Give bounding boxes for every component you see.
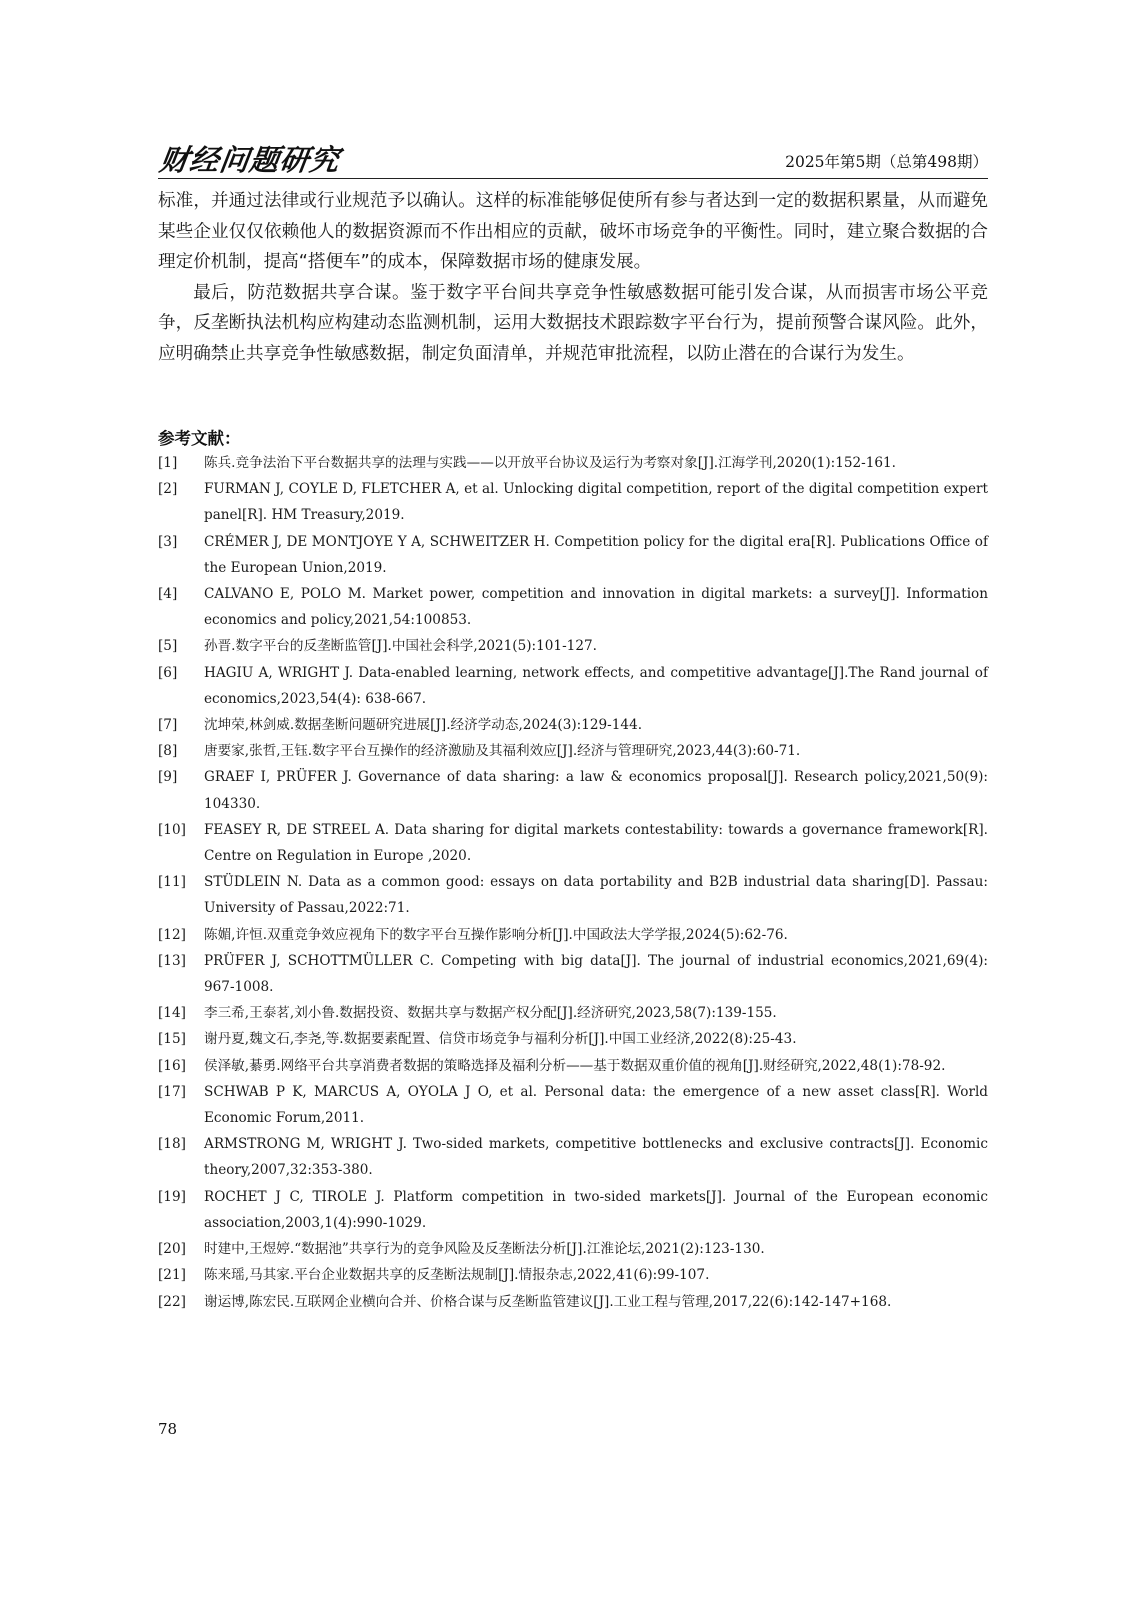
reference-number: [15] xyxy=(158,1031,186,1048)
reference-text: STÜDLEIN N. Data as a common good: essays on data portability and B2B industrial data sharing[D]. Passau: University of Passau,2022:71. xyxy=(204,874,988,917)
reference-number: [7] xyxy=(158,717,178,734)
reference-text: GRAEF I, PRÜFER J. Governance of data sharing: a law & economics proposal[J]. Research policy,2021,50(9): 104330. xyxy=(204,769,988,812)
reference-item xyxy=(158,529,988,581)
reference-text: 时建中,王煜婷.“数据池”共享行为的竞争风险及反垄断法分析[J].江淮论坛,2021(2):123-130. xyxy=(204,1241,765,1258)
reference-item xyxy=(158,764,988,816)
reference-number: [21] xyxy=(158,1267,186,1284)
reference-number: [11] xyxy=(158,874,186,891)
reference-number: [8] xyxy=(158,743,178,760)
issue-info: 2025年第5期（总第498期） xyxy=(785,153,988,171)
reference-text: SCHWAB P K, MARCUS A, OYOLA J O, et al. Personal data: the emergence of a new asset class[R]. World Economic Forum,2011. xyxy=(204,1083,988,1127)
reference-item xyxy=(158,712,988,738)
page-header xyxy=(157,138,988,177)
reference-number: [10] xyxy=(158,821,186,838)
reference-number: [19] xyxy=(158,1188,186,1205)
reference-item xyxy=(158,1131,988,1183)
reference-text: 陈来瑶,马其家.平台企业数据共享的反垄断法规制[J].情报杂志,2022,41(6):99-107. xyxy=(204,1267,710,1284)
reference-text: 沈坤荣,林剑威.数据垄断问题研究进展[J].经济学动态,2024(3):129-144. xyxy=(204,717,643,734)
reference-item xyxy=(158,476,988,528)
reference-item xyxy=(158,817,988,869)
reference-number: [9] xyxy=(158,769,178,786)
body-text xyxy=(158,186,988,369)
reference-item xyxy=(158,1000,988,1026)
reference-number: [5] xyxy=(158,638,178,655)
reference-item xyxy=(158,581,988,633)
reference-item xyxy=(158,869,988,921)
reference-text: FURMAN J, COYLE D, FLETCHER A, et al. Unlocking digital competition, report of the digital competition expert panel[R]. HM Treasury,2019. xyxy=(204,481,988,524)
reference-number: [22] xyxy=(158,1293,186,1310)
paragraph: 最后，防范数据共享合谋。鉴于数字平台间共享竞争性敏感数据可能引发合谋，从而损害市场公平竞争，反垄断执法机构应构建动态监测机制，运用大数据技术跟踪数字平台行为，提前预警合谋风险。此外，应明确禁止共享竞争性敏感数据，制定负面清单，并规范审批流程，以防止潜在的合谋行为发生。 xyxy=(158,282,988,364)
reference-item xyxy=(158,738,988,764)
reference-text: 李三希,王泰茗,刘小鲁.数据投资、数据共享与数据产权分配[J].经济研究,2023,58(7):139-155. xyxy=(204,1005,777,1022)
reference-text: 谢运博,陈宏民.互联网企业横向合并、价格合谋与反垄断监管建议[J].工业工程与管理,2017,22(6):142-147+168. xyxy=(204,1293,892,1310)
reference-number: [3] xyxy=(158,533,178,550)
reference-text: ARMSTRONG M, WRIGHT J. Two-sided markets, competitive bottlenecks and exclusive contracts[J]. Economic theory,2007,32:353-380. xyxy=(204,1136,988,1179)
reference-item xyxy=(158,1026,988,1052)
reference-text: PRÜFER J, SCHOTTMÜLLER C. Competing with big data[J]. The journal of industrial economics,2021,69(4): 967-1008. xyxy=(204,952,988,996)
reference-number: [18] xyxy=(158,1136,186,1153)
reference-item xyxy=(158,1184,988,1236)
reference-number: [2] xyxy=(158,481,178,498)
reference-item xyxy=(158,1236,988,1262)
reference-text: 陈兵.竞争法治下平台数据共享的法理与实践——以开放平台协议及运行为考察对象[J].江海学刊,2020(1):152-161. xyxy=(204,455,897,471)
reference-item xyxy=(158,1053,988,1079)
reference-number: [12] xyxy=(158,926,186,943)
reference-text: CALVANO E, POLO M. Market power, competition and innovation in digital markets: a survey[J]. Information economics and policy,2021,54:100853. xyxy=(204,586,988,629)
reference-item xyxy=(158,1289,988,1315)
reference-item xyxy=(158,922,988,948)
reference-text: 孙晋.数字平台的反垄断监管[J].中国社会科学,2021(5):101-127. xyxy=(204,638,597,655)
reference-number: [14] xyxy=(158,1005,186,1022)
reference-list xyxy=(158,450,988,1315)
reference-text: 唐要家,张哲,王钰.数字平台互操作的经济激励及其福利效应[J].经济与管理研究,2023,44(3):60-71. xyxy=(204,743,801,760)
reference-item xyxy=(158,633,988,659)
reference-text: HAGIU A, WRIGHT J. Data-enabled learning, network effects, and competitive advantage[J].The Rand journal of economics,2023,54(4): 638-667. xyxy=(204,664,988,707)
reference-text: ROCHET J C, TIROLE J. Platform competition in two-sided markets[J]. Journal of the European economic association,2003,1(4):990-1029. xyxy=(204,1188,988,1231)
reference-item xyxy=(158,948,988,1000)
reference-number: [16] xyxy=(158,1057,186,1074)
reference-number: [1] xyxy=(158,455,178,471)
paragraph: 标准，并通过法律或行业规范予以确认。这样的标准能够促使所有参与者达到一定的数据积累量，从而避免某些企业仅仅依赖他人的数据资源而不作出相应的贡献，破坏市场竞争的平衡性。同时，建立聚合数据的合理定价机制，提高“搭便车”的成本，保障数据市场的健康发展。 xyxy=(158,191,988,272)
reference-text: 陈媚,许恒.双重竞争效应视角下的数字平台互操作影响分析[J].中国政法大学学报,2024(5):62-76. xyxy=(204,926,788,943)
header-rule xyxy=(158,178,988,179)
journal-title-logo: 财经问题研究 xyxy=(157,143,343,177)
reference-text: 侯泽敏,綦勇.网络平台共享消费者数据的策略选择及福利分析——基于数据双重价值的视角[J].财经研究,2022,48(1):78-92. xyxy=(204,1057,946,1074)
reference-item xyxy=(158,450,988,476)
reference-number: [4] xyxy=(158,586,178,603)
reference-item xyxy=(158,1079,988,1131)
reference-number: [13] xyxy=(158,952,186,969)
reference-number: [6] xyxy=(158,664,178,681)
reference-number: [20] xyxy=(158,1241,186,1258)
page-number: 78 xyxy=(158,1420,178,1438)
reference-item xyxy=(158,1262,988,1288)
references-heading: 参考文献： xyxy=(158,429,241,448)
reference-number: [17] xyxy=(158,1083,186,1100)
reference-item xyxy=(158,660,988,712)
reference-text: 谢丹夏,魏文石,李尧,等.数据要素配置、信贷市场竞争与福利分析[J].中国工业经济,2022(8):25-43. xyxy=(204,1031,797,1048)
reference-text: FEASEY R, DE STREEL A. Data sharing for digital markets contestability: towards a governance framework[R]. Centre on Regulation in Europe ,2020. xyxy=(204,821,988,865)
reference-text: CRÉMER J, DE MONTJOYE Y A, SCHWEITZER H. Competition policy for the digital era[R]. Publications Office of the European Union,2019. xyxy=(204,533,988,576)
